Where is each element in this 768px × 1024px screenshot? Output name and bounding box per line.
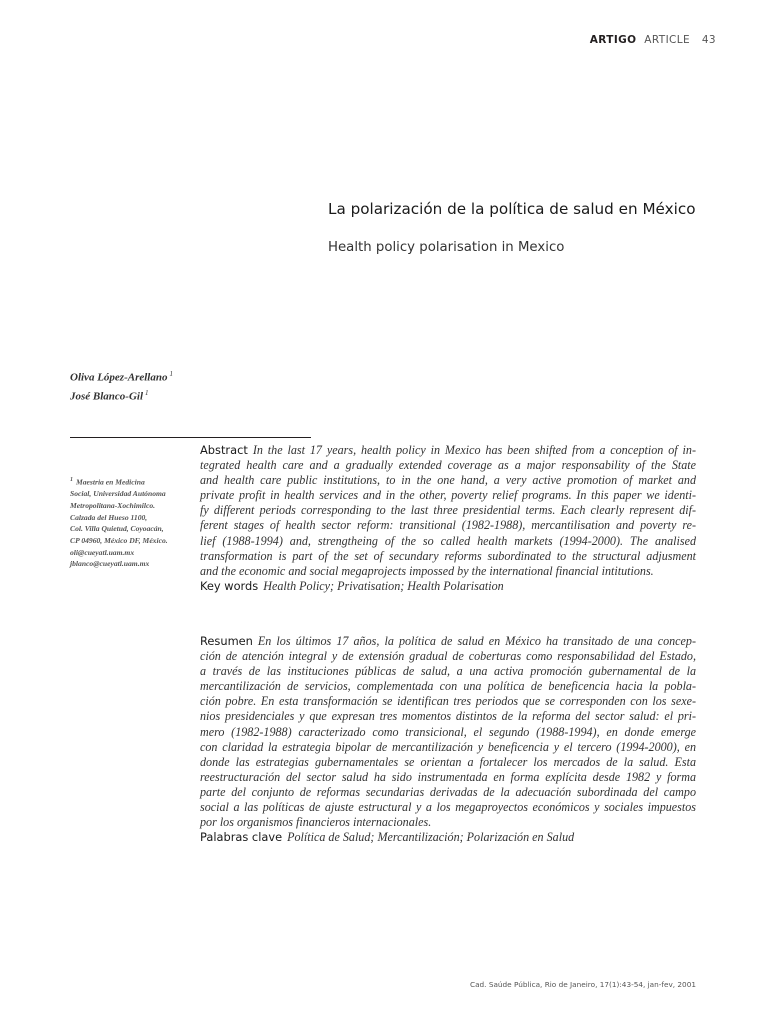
journal-citation: Cad. Saúde Pública, Rio de Janeiro, 17(1):43-54, jan-fev, 2001 bbox=[469, 980, 696, 989]
abstract-line: private profit in health services and in the other, poverty relief programs. In this paper we identi- bbox=[200, 488, 696, 503]
affiliation-line bbox=[70, 475, 194, 488]
keywords-line bbox=[200, 579, 696, 594]
resumen-section bbox=[200, 634, 696, 845]
resumen-line: nios presidenciales y que expresan tres momentos distintos de la reforma del sector salud: el pri- bbox=[200, 709, 696, 724]
resumen-line: con claridad la estrategia bipolar de mercantilización y beneficencia y el tercero (1994-2000), en bbox=[200, 739, 696, 754]
running-head bbox=[590, 34, 716, 46]
affiliation-email[interactable]: oli@cueyatl.uam.mx bbox=[70, 547, 135, 557]
keywords-label: Key words bbox=[200, 578, 259, 593]
keywords-text: Health Policy; Privatisation; Health Polarisation bbox=[263, 578, 504, 593]
affiliation-line: Calzada del Hueso 1100, bbox=[70, 512, 148, 522]
affiliation-email[interactable]: jblanco@cueyatl.uam.mx bbox=[70, 559, 150, 569]
affiliation-line: CP 04960, México DF, México. bbox=[70, 536, 168, 546]
section-label: ARTIGO bbox=[589, 34, 637, 46]
author-name: Oliva López-Arellano bbox=[70, 371, 168, 384]
resumen-line: ción pobre. En esta transformación se identifican tres periodos que se corresponden con los sexe- bbox=[200, 694, 696, 709]
abstract-label: Abstract bbox=[200, 443, 248, 457]
article-subtitle: Health policy polarisation in Mexico bbox=[328, 240, 565, 255]
resumen-line: mero (1982-1988) caracterizado como transicional, el segundo (1988-1994), en donde emerge bbox=[200, 724, 696, 739]
resumen-line: parte del conjunto de reformas secundarias derivadas de la adecuación subordinada del campo bbox=[200, 784, 696, 799]
affiliation-line: Col. Villa Quietud, Coyoacán, bbox=[70, 524, 164, 534]
resumen-text: En los últimos 17 años, la política de salud en México ha transitado de una concep- bbox=[257, 634, 696, 648]
author-affiliation-mark: 1 bbox=[169, 370, 173, 378]
abstract-line: lief (1988-1994) and, strengtheing of the so called health markets (1994-2000). The analised bbox=[200, 533, 696, 548]
affiliation-line: Metropolitana-Xochimilco. bbox=[70, 500, 156, 510]
author bbox=[70, 386, 173, 405]
affiliation-line: Social, Universidad Autónoma bbox=[70, 489, 166, 499]
resumen-line: donde las estrategias gubernamentales se orientan a fortalecer los mercados de la salud. Esta bbox=[200, 754, 696, 769]
author-list bbox=[70, 367, 173, 404]
abstract-line: ferent stages of health sector reform: transitional (1982-1988), mercantilisation and poverty re- bbox=[200, 518, 696, 533]
author bbox=[70, 367, 173, 386]
resumen-line bbox=[200, 634, 696, 649]
abstract-text: In the last 17 years, health policy in Mexico has been shifted from a conception of in- bbox=[252, 443, 696, 457]
affiliation-note bbox=[70, 475, 194, 570]
resumen-line: a través de las instituciones públicas de salud, a una activa promoción gubernamental de la bbox=[200, 664, 696, 679]
author-divider bbox=[70, 437, 311, 438]
abstract-line: transformation is part of the set of secundary reforms subordinated to the structural adjusment bbox=[200, 548, 696, 563]
palabras-clave-label: Palabras clave bbox=[200, 830, 283, 845]
resumen-line: social a las políticas de ajuste estructural y a los megaproyectos económicos y sociales impuestos bbox=[200, 800, 696, 815]
resumen-line: ción de atención integral y de extensión gradual de coberturas como responsabilidad del Estado, bbox=[200, 649, 696, 664]
affiliation-text: Maestria en Medicina bbox=[76, 477, 145, 487]
resumen-line: mercantilización de servicios, complementada con una política de beneficencia hacia la pobla- bbox=[200, 679, 696, 694]
article-type-label: ARTICLE bbox=[644, 34, 691, 46]
author-affiliation-mark: 1 bbox=[145, 388, 149, 397]
resumen-line: reestructuración del sector salud ha sido instrumentada en forma explícita desde 1982 y forma bbox=[200, 769, 696, 784]
abstract-line: fy different periods corresponding to the last three presidential terms. Each clearly represent dif- bbox=[200, 503, 696, 518]
affiliation-mark: 1 bbox=[70, 477, 73, 483]
abstract-line: and the economic and social megaprojects impossed by the international financial intitutions. bbox=[200, 563, 654, 578]
abstract-line: and health care public institutions, to in the one hand, a very active promotion of market and bbox=[200, 473, 696, 488]
resumen-label: Resumen bbox=[200, 634, 253, 648]
article-title: La polarización de la política de salud en México bbox=[328, 200, 696, 218]
abstract-line: tegrated health care and a gradually extended coverage as a major responsability of the State bbox=[200, 458, 696, 473]
palabras-clave-line bbox=[200, 830, 696, 845]
page-number: 43 bbox=[701, 34, 716, 46]
abstract-line bbox=[200, 443, 696, 458]
abstract-section bbox=[200, 443, 696, 594]
resumen-line: por los organismos financieros internacionales. bbox=[200, 815, 432, 830]
author-name: José Blanco-Gil bbox=[70, 390, 144, 403]
palabras-clave-text: Política de Salud; Mercantilización; Polarización en Salud bbox=[287, 830, 575, 845]
